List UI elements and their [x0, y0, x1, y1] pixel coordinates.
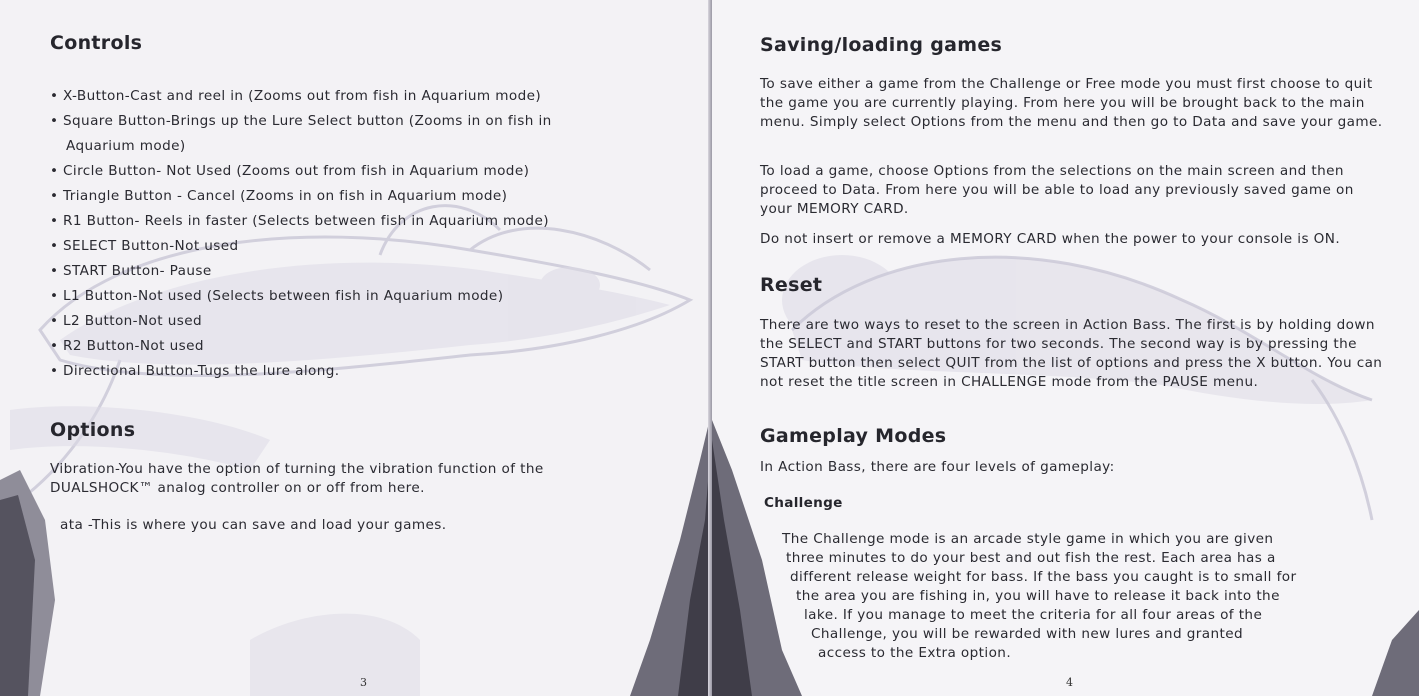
- gameplay-heading: Gameplay Modes: [760, 425, 947, 447]
- list-item: • Circle Button- Not Used (Zooms out from fish in Aquarium mode): [50, 159, 640, 184]
- challenge-line: lake. If you manage to meet the criteria for all four areas of the: [804, 607, 1263, 623]
- challenge-line: three minutes to do your best and out fish the rest. Each area has a: [786, 550, 1276, 566]
- list-item: • START Button- Pause: [50, 259, 640, 284]
- saving-heading: Saving/loading games: [760, 34, 1003, 56]
- right-page: [712, 0, 1419, 696]
- challenge-line: Challenge, you will be rewarded with new lures and granted: [811, 626, 1243, 642]
- list-item: • R1 Button- Reels in faster (Selects between fish in Aquarium mode): [50, 209, 640, 234]
- saving-paragraph-2: To load a game, choose Options from the selections on the main screen and then proceed to Data. From here you will be able to load any previously saved game on your MEMORY CARD.: [760, 163, 1354, 217]
- list-item: • R2 Button-Not used: [50, 334, 640, 359]
- list-item: • Directional Button-Tugs the lure along.: [50, 359, 640, 384]
- challenge-line: the area you are fishing in, you will have to release it back into the: [796, 588, 1280, 604]
- challenge-line: The Challenge mode is an arcade style game in which you are given: [782, 531, 1274, 547]
- challenge-subheading: Challenge: [764, 495, 843, 511]
- page-number-left: 3: [360, 676, 367, 689]
- list-item: • Triangle Button - Cancel (Zooms in on fish in Aquarium mode): [50, 184, 640, 209]
- options-heading: Options: [50, 419, 136, 441]
- reset-paragraph: There are two ways to reset to the screen in Action Bass. The first is by holding down the SELECT and START buttons for two seconds. The second way is by pressing the START button then select QUIT from the list of options and press the X button. You can not reset the title screen in CHALLENGE mode from the PAUSE menu.: [760, 317, 1383, 390]
- list-item: • Square Button-Brings up the Lure Select button (Zooms in on fish in Aquarium mode): [50, 109, 640, 159]
- saving-paragraph-1: To save either a game from the Challenge or Free mode you must first choose to quit the game you are currently playing. From here you will be brought back to the main menu. Simply select Options from the menu and then go to Data and save your game.: [760, 76, 1383, 130]
- data-text: ata -This is where you can save and load your games.: [60, 517, 447, 533]
- list-item: • L2 Button-Not used: [50, 309, 640, 334]
- saving-paragraph-3: Do not insert or remove a MEMORY CARD when the power to your console is ON.: [760, 231, 1341, 247]
- controls-list: [50, 84, 640, 384]
- controls-heading: Controls: [50, 32, 143, 54]
- list-item: • SELECT Button-Not used: [50, 234, 640, 259]
- challenge-line: different release weight for bass. If the bass you caught is to small for: [790, 569, 1297, 585]
- vibration-text: Vibration-You have the option of turning the vibration function of the DUALSHOCK™ analog controller on or off from here.: [50, 461, 544, 496]
- challenge-line: access to the Extra option.: [818, 645, 1012, 661]
- list-item: • L1 Button-Not used (Selects between fish in Aquarium mode): [50, 284, 640, 309]
- reset-heading: Reset: [760, 274, 823, 296]
- gameplay-intro: In Action Bass, there are four levels of gameplay:: [760, 459, 1115, 475]
- page-number-right: 4: [1066, 676, 1073, 689]
- list-item: • X-Button-Cast and reel in (Zooms out from fish in Aquarium mode): [50, 84, 640, 109]
